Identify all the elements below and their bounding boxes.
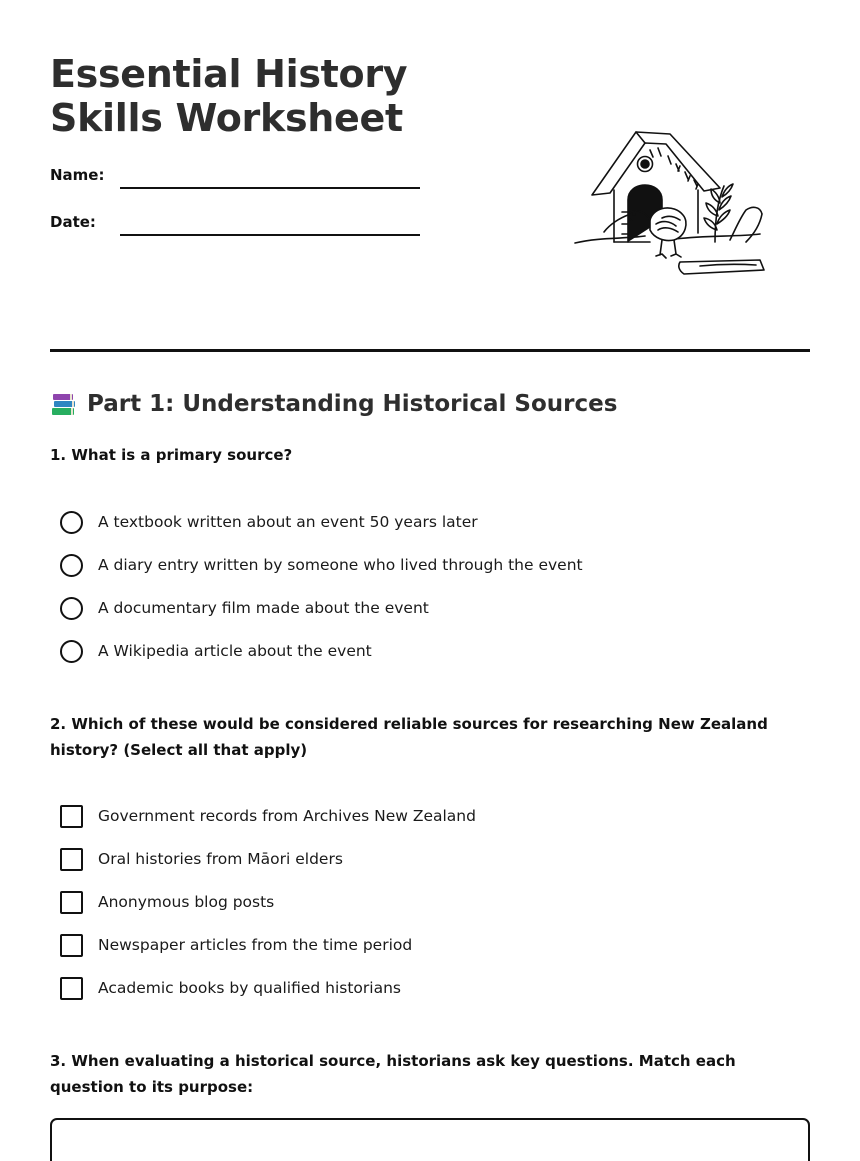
q2-option-4[interactable] — [60, 932, 412, 958]
part1-heading — [50, 388, 617, 420]
part1-heading-text: Part 1: Understanding Historical Sources — [87, 391, 618, 417]
q2-option-5-label: Academic books by qualified historians — [98, 979, 401, 997]
kiwi-house-illustration — [570, 120, 770, 285]
question-3-text: 3. When evaluating a historical source, historians ask key questions. Match each question to its purpose: — [50, 1052, 736, 1096]
date-field[interactable] — [120, 234, 420, 236]
checkbox[interactable] — [60, 805, 83, 828]
date-label: Date: — [50, 213, 96, 231]
checkbox[interactable] — [60, 848, 83, 871]
q2-option-1[interactable] — [60, 803, 476, 829]
q1-option-3[interactable] — [60, 595, 429, 621]
radio-button[interactable] — [60, 640, 83, 663]
question-2-text: 2. Which of these would be considered reliable sources for researching New Zealand history? (Select all that apply) — [50, 715, 768, 759]
worksheet-title: Essential History Skills Worksheet — [50, 52, 408, 140]
checkbox[interactable] — [60, 891, 83, 914]
q1-option-4[interactable] — [60, 638, 372, 664]
name-field[interactable] — [120, 187, 420, 189]
q1-option-4-label: A Wikipedia article about the event — [98, 642, 372, 660]
q1-option-1-label: A textbook written about an event 50 years later — [98, 513, 478, 531]
radio-button[interactable] — [60, 554, 83, 577]
q2-option-5[interactable] — [60, 975, 401, 1001]
q2-option-1-label: Government records from Archives New Zealand — [98, 807, 476, 825]
q2-option-2[interactable] — [60, 846, 343, 872]
q2-option-2-label: Oral histories from Māori elders — [98, 850, 343, 868]
books-icon — [50, 390, 78, 418]
q1-option-1[interactable] — [60, 509, 478, 535]
worksheet-page — [50, 0, 810, 1161]
q2-option-3[interactable] — [60, 889, 274, 915]
q2-option-4-label: Newspaper articles from the time period — [98, 936, 413, 954]
q1-option-2-label: A diary entry written by someone who lived through the event — [98, 556, 583, 574]
q1-option-3-label: A documentary film made about the event — [98, 599, 429, 617]
checkbox[interactable] — [60, 934, 83, 957]
section-divider — [50, 349, 810, 352]
name-label: Name: — [50, 166, 105, 184]
radio-button[interactable] — [60, 597, 83, 620]
question-1-text: 1. What is a primary source? — [50, 446, 293, 464]
matching-box[interactable] — [50, 1118, 810, 1161]
radio-button[interactable] — [60, 511, 83, 534]
q2-option-3-label: Anonymous blog posts — [98, 893, 275, 911]
checkbox[interactable] — [60, 977, 83, 1000]
q1-option-2[interactable] — [60, 552, 583, 578]
